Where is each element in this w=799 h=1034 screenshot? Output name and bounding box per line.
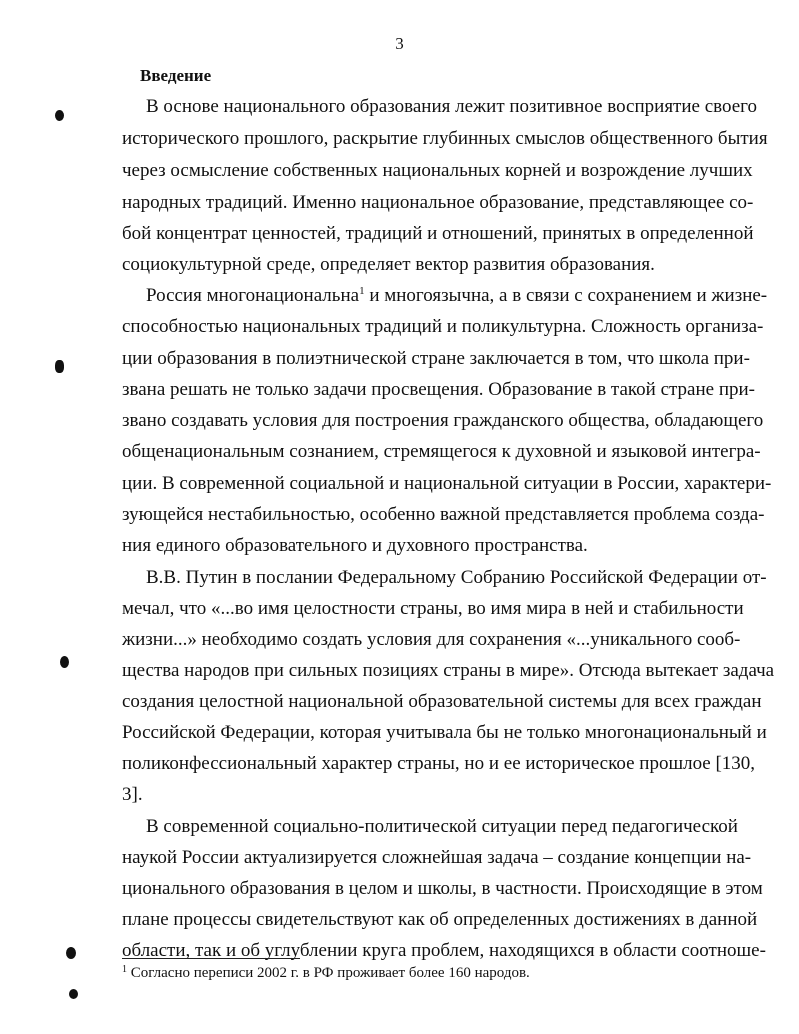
text-line: В.В. Путин в послании Федеральному Собранию Российской Федерации от- [146, 567, 767, 588]
text-line: В основе национального образования лежит позитивное восприятие своего [146, 96, 757, 117]
text-line [146, 284, 768, 308]
text-line: способностью национальных традиций и поликультурна. Сложность организа- [122, 316, 764, 337]
text-fragment: Россия многонациональна [146, 285, 360, 306]
text-line: ции образования в полиэтнической стране заключается в том, что школа при- [122, 348, 750, 369]
scan-speck [66, 947, 76, 959]
section-heading: Введение [140, 66, 212, 85]
text-line: мечал, что «...во имя целостности страны, во имя мира в ней и стабильности [122, 598, 744, 619]
text-line: области, так и об углублении круга проблем, находящихся в области соотноше- [122, 940, 766, 961]
text-line: исторического прошлого, раскрытие глубинных смыслов общественного бытия [122, 128, 768, 149]
text-line: через осмысление собственных национальных корней и возрождение лучших [122, 160, 753, 181]
text-line: социокультурной среде, определяет вектор развития образования. [122, 254, 655, 275]
text-line: бой концентрат ценностей, традиций и отношений, принятых в определенной [122, 223, 754, 244]
footnote [122, 965, 530, 982]
text-line: В современной социально-политической ситуации перед педагогической [146, 816, 738, 837]
text-line: звано создавать условия для построения гражданского общества, обладающего [122, 410, 764, 431]
text-line: зующейся нестабильностью, особенно важной представляется проблема созда- [122, 504, 765, 525]
text-line: создания целостной национальной образовательной системы для всех граждан [122, 691, 762, 712]
footnote-reference[interactable]: 1 [359, 285, 365, 297]
text-line: ционального образования в целом и школы, в частности. Происходящие в этом [122, 878, 763, 899]
text-line: ния единого образовательного и духовного пространства. [122, 535, 588, 556]
scan-speck [69, 989, 78, 999]
text-line: Российской Федерации, которая учитывала бы не только многонациональный и [122, 722, 767, 743]
scan-speck [60, 656, 69, 668]
text-line: звана решать не только задачи просвещения. Образование в такой стране при- [122, 379, 755, 400]
scan-speck [55, 360, 64, 373]
text-line: ции. В современной социальной и национальной ситуации в России, характери- [122, 473, 772, 494]
scan-speck [55, 110, 64, 121]
text-line: наукой России актуализируется сложнейшая задача – создание концепции на- [122, 847, 752, 868]
text-fragment: и многоязычна, а в связи с сохранением и жизне- [369, 285, 768, 306]
text-line: плане процессы свидетельствуют как об определенных достижениях в данной [122, 909, 758, 930]
text-line: народных традиций. Именно национальное образование, представляющее со- [122, 192, 754, 213]
footnote-marker: 1 [122, 964, 127, 975]
text-line: поликонфессиональный характер страны, но и ее историческое прошлое [130, [122, 753, 756, 774]
footnote-text: Согласно переписи 2002 г. в РФ проживает более 160 народов. [130, 965, 530, 981]
text-line: общенациональным сознанием, стремящегося к духовной и языковой интегра- [122, 441, 761, 462]
footnote-rule [122, 958, 300, 959]
page-number: 3 [395, 34, 404, 53]
text-line: жизни...» необходимо создать условия для сохранения «...уникального сооб- [122, 629, 741, 650]
text-line: щества народов при сильных позициях страны в мире». Отсюда вытекает задача [122, 660, 775, 681]
text-line: 3]. [122, 784, 143, 805]
